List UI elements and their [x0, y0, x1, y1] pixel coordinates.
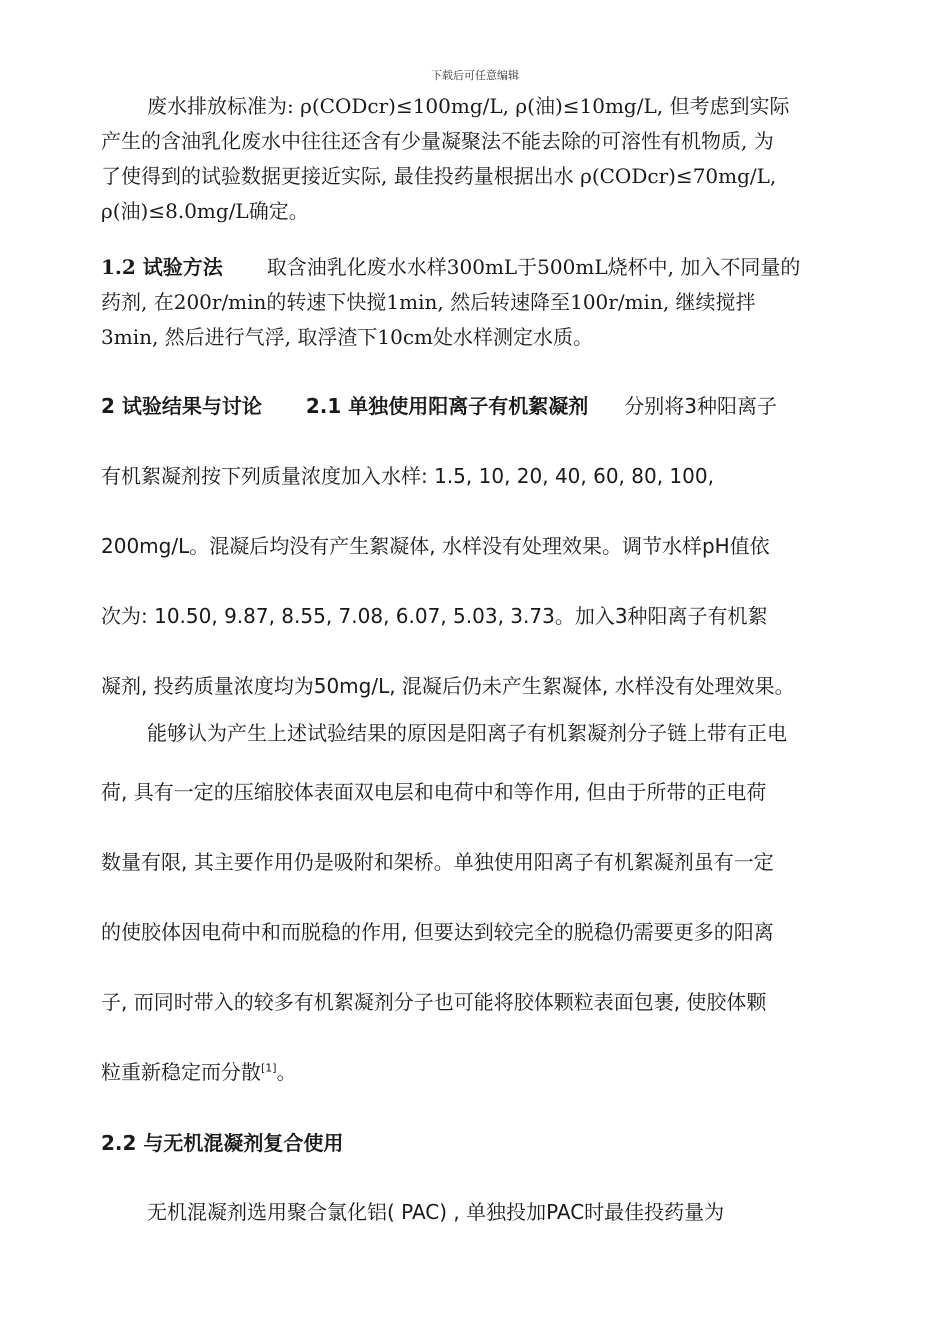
- citation-ref: [1]: [261, 1061, 277, 1075]
- paragraph-3-line-3: 数量有限, 其主要作用仍是吸附和架桥。单独使用阳离子有机絮凝剂虽有一定: [101, 850, 774, 874]
- section-2-1-line-4: 次为: 10.50, 9.87, 8.55, 7.08, 6.07, 5.03, 3.73。加入3种阳离子有机絮: [101, 604, 768, 628]
- section-1-2-text-1: 取含油乳化废水水样300mL于500mL烧杯中, 加入不同量的: [266, 255, 801, 279]
- paragraph-3-line-1: 能够认为产生上述试验结果的原因是阳离子有机絮凝剂分子链上带有正电: [147, 721, 787, 745]
- section-2-1-line-5: 凝剂, 投药质量浓度均为50mg/L, 混凝后仍未产生絮凝体, 水样没有处理效果。: [101, 674, 795, 698]
- paragraph-3-line-2: 荷, 具有一定的压缩胶体表面双电层和电荷中和等作用, 但由于所带的正电荷: [101, 780, 767, 804]
- section-1-2-heading: 1.2 试验方法: [101, 255, 223, 279]
- section-2-2-heading: 2.2 与无机混凝剂复合使用: [101, 1131, 344, 1155]
- paragraph-3-line-5: 子, 而同时带入的较多有机絮凝剂分子也可能将胶体颗粒表面包裹, 使胶体颗: [101, 990, 767, 1014]
- paragraph-3-line-6-end: 。: [276, 1060, 297, 1084]
- paragraph-3-line-4: 的使胶体因电荷中和而脱稳的作用, 但要达到较完全的脱稳仍需要更多的阳离: [101, 920, 774, 944]
- section-2-2-line-1: 无机混凝剂选用聚合氯化铝( PAC) , 单独投加PAC时最佳投药量为: [147, 1200, 725, 1224]
- page-header: 下载后可任意编辑: [431, 69, 519, 82]
- section-2-heading: 2 试验结果与讨论: [101, 394, 262, 418]
- section-1-2-line-2: 药剂, 在200r/min的转速下快搅1min, 然后转速降至100r/min, 继续搅拌: [101, 290, 756, 314]
- paragraph-1-line-4: ρ(油)≤8.0mg/L确定。: [101, 199, 309, 223]
- section-2-line-1: [101, 390, 777, 419]
- paragraph-1-line-1: 废水排放标准为: ρ(CODcr)≤100mg/L, ρ(油)≤10mg/L, 但考虑到实际: [147, 94, 790, 118]
- section-2-1-text-1: 分别将3种阳离子: [624, 394, 778, 418]
- section-2-1-heading: 2.1 单独使用阳离子有机絮凝剂: [305, 394, 589, 418]
- section-1-2-line-3: 3min, 然后进行气浮, 取浮渣下10cm处水样测定水质。: [101, 325, 594, 349]
- paragraph-1-line-3: 了使得到的试验数据更接近实际, 最佳投药量根据出水 ρ(CODcr)≤70mg/L,: [101, 164, 777, 188]
- section-2-1-line-2: 有机絮凝剂按下列质量浓度加入水样: 1.5, 10, 20, 40, 60, 80, 100,: [101, 464, 714, 488]
- section-2-1-line-3: 200mg/L。混凝后均没有产生絮凝体, 水样没有处理效果。调节水样pH值依: [101, 534, 770, 558]
- paragraph-3-line-6: [101, 1056, 297, 1085]
- paragraph-3-line-6-text: 粒重新稳定而分散: [101, 1060, 261, 1084]
- section-1-2-line-1: [101, 251, 800, 280]
- paragraph-1-line-2: 产生的含油乳化废水中往往还含有少量凝聚法不能去除的可溶性有机物质, 为: [101, 129, 774, 153]
